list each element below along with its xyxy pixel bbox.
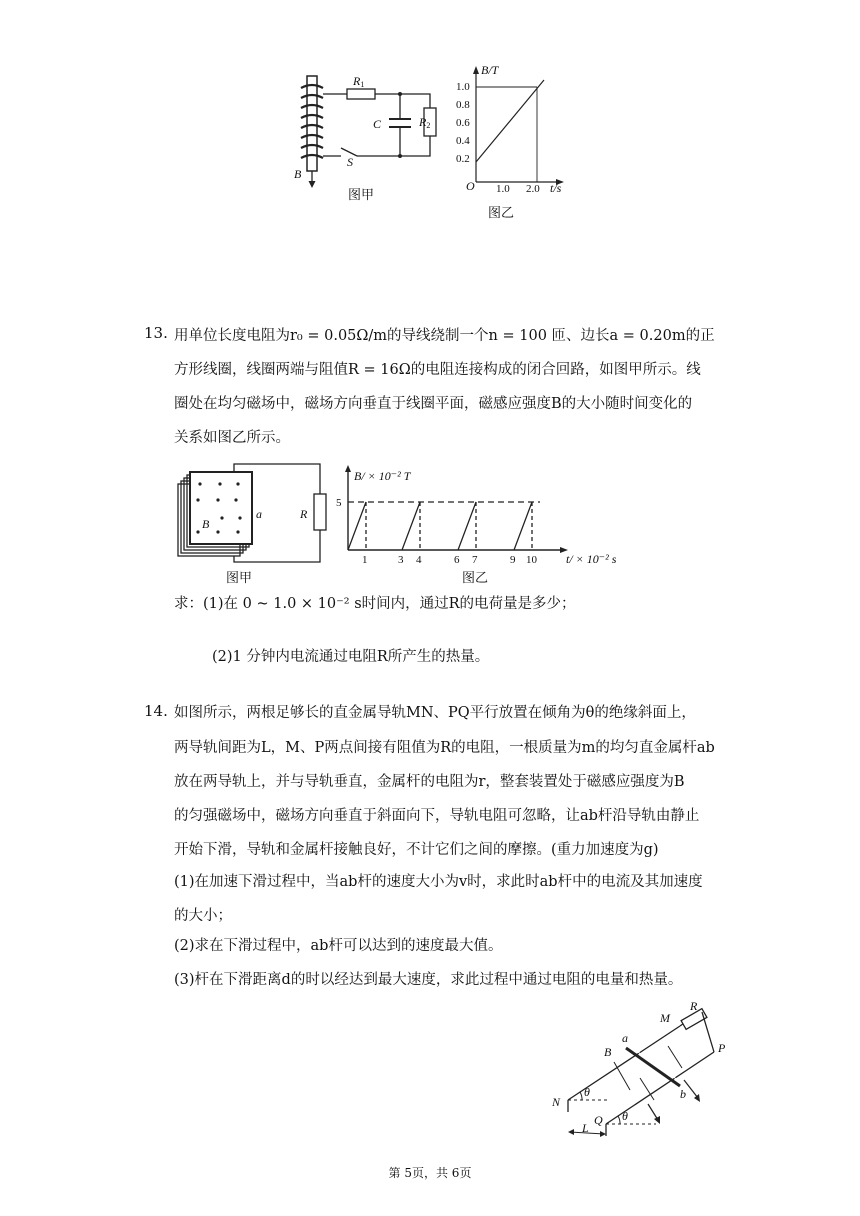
- q14-sub2: (2)求在下滑过程中，ab杆可以达到的速度最大值。: [174, 938, 503, 954]
- q14-label-n: N: [552, 1095, 561, 1109]
- top-circuit-figure: [285, 68, 445, 208]
- y-tick-04: 0.4: [456, 135, 470, 147]
- x-tick-2: 2.0: [526, 183, 540, 195]
- q13-number: 13.: [144, 324, 168, 342]
- q13-x-tick-1: 1: [362, 554, 368, 566]
- q14-label-b-field: B: [604, 1045, 612, 1059]
- q13-x-tick-9: 9: [510, 554, 516, 566]
- label-s: S: [347, 155, 353, 169]
- q13-x-tick-10: 10: [526, 554, 537, 566]
- q14-line2: 两导轨间距为L，M、P两点间接有阻值为R的电阻，一根质量为m的均匀直金属杆ab: [174, 740, 715, 756]
- q13-line3: 圈处在均匀磁场中，磁场方向垂直于线圈平面，磁感应强度B的大小随时间变化的: [174, 396, 693, 412]
- q14-theta-2: θ: [622, 1109, 628, 1123]
- q14-label-a: a: [622, 1031, 628, 1045]
- label-r1: R1: [353, 74, 365, 89]
- q13-line4: 关系如图乙所示。: [174, 430, 290, 446]
- q13-y-axis-label: B/ × 10⁻² T: [354, 469, 411, 483]
- top-graph-figure: [452, 60, 582, 225]
- q13-caption-yi: 图乙: [462, 571, 489, 586]
- q14-label-l: L: [582, 1121, 589, 1135]
- q13-label-b: B: [202, 517, 210, 531]
- y-tick-02: 0.2: [456, 153, 470, 165]
- q13-y-tick-5: 5: [336, 497, 342, 509]
- label-r2: R2: [419, 115, 431, 130]
- q13-line1: 用单位长度电阻为r₀ = 0.05Ω/m的导线绕制一个n = 100 匝、边长a = 0.20m的正: [174, 328, 715, 344]
- q14-label-m: M: [660, 1011, 670, 1025]
- q13-coil-figure: [174, 460, 334, 588]
- q13-graph-figure: [334, 462, 654, 588]
- q13-ask1: 求：(1)在 0 ~ 1.0 × 10⁻² s时间内，通过R的电荷量是多少；: [174, 596, 576, 612]
- y-axis-label: B/T: [481, 63, 499, 77]
- q13-x-tick-6: 6: [454, 554, 460, 566]
- q14-label-q: Q: [594, 1113, 603, 1127]
- caption-jia-top: 图甲: [348, 188, 375, 203]
- q14-line4: 的匀强磁场中，磁场方向垂直于斜面向下，导轨电阻可忽略，让ab杆沿导轨由静止: [174, 808, 700, 824]
- q13-ask2: (2)1 分钟内电流通过电阻R所产生的热量。: [212, 649, 490, 665]
- y-tick-1: 1.0: [456, 81, 470, 93]
- q14-sub3: (3)杆在下滑距离d的时以经达到最大速度，求此过程中通过电阻的电量和热量。: [174, 972, 683, 988]
- q14-label-b: b: [680, 1087, 686, 1101]
- q13-label-r: R: [300, 507, 308, 521]
- page-footer: 第 5页，共 6页: [388, 1166, 472, 1180]
- q14-label-p: P: [718, 1041, 726, 1055]
- x-axis-label: t/s: [550, 181, 562, 195]
- q13-caption-jia: 图甲: [226, 571, 253, 586]
- q13-x-tick-4: 4: [416, 554, 422, 566]
- q13-label-a: a: [256, 507, 262, 521]
- caption-yi-top: 图乙: [488, 206, 515, 221]
- q14-line1: 如图所示，两根足够长的直金属导轨MN、PQ平行放置在倾角为θ的绝缘斜面上，: [174, 705, 696, 721]
- q13-x-axis-label: t/ × 10⁻² s: [566, 552, 617, 566]
- y-tick-08: 0.8: [456, 99, 470, 111]
- q14-sub1a: (1)在加速下滑过程中，当ab杆的速度大小为v时，求此时ab杆中的电流及其加速度: [174, 874, 703, 890]
- q14-sub1b: 的大小；: [174, 908, 232, 924]
- x-tick-1: 1.0: [496, 183, 510, 195]
- q14-number: 14.: [144, 702, 168, 720]
- label-c: C: [373, 117, 382, 131]
- q13-x-tick-3: 3: [398, 554, 404, 566]
- y-tick-06: 0.6: [456, 117, 470, 129]
- q14-theta-1: θ: [584, 1085, 590, 1099]
- q14-line3: 放在两导轨上，并与导轨垂直，金属杆的电阻为r，整套装置处于磁感应强度为B: [174, 774, 685, 790]
- q14-label-r: R: [690, 1000, 698, 1013]
- q14-rails-figure: [530, 1000, 760, 1148]
- q13-line2: 方形线圈，线圈两端与阻值R = 16Ω的电阻连接构成的闭合回路，如图甲所示。线: [174, 362, 701, 378]
- origin-label: O: [466, 179, 475, 193]
- q13-x-tick-7: 7: [472, 554, 478, 566]
- q14-line5: 开始下滑，导轨和金属杆接触良好，不计它们之间的摩擦。(重力加速度为g): [174, 842, 659, 858]
- label-b: B: [294, 167, 302, 181]
